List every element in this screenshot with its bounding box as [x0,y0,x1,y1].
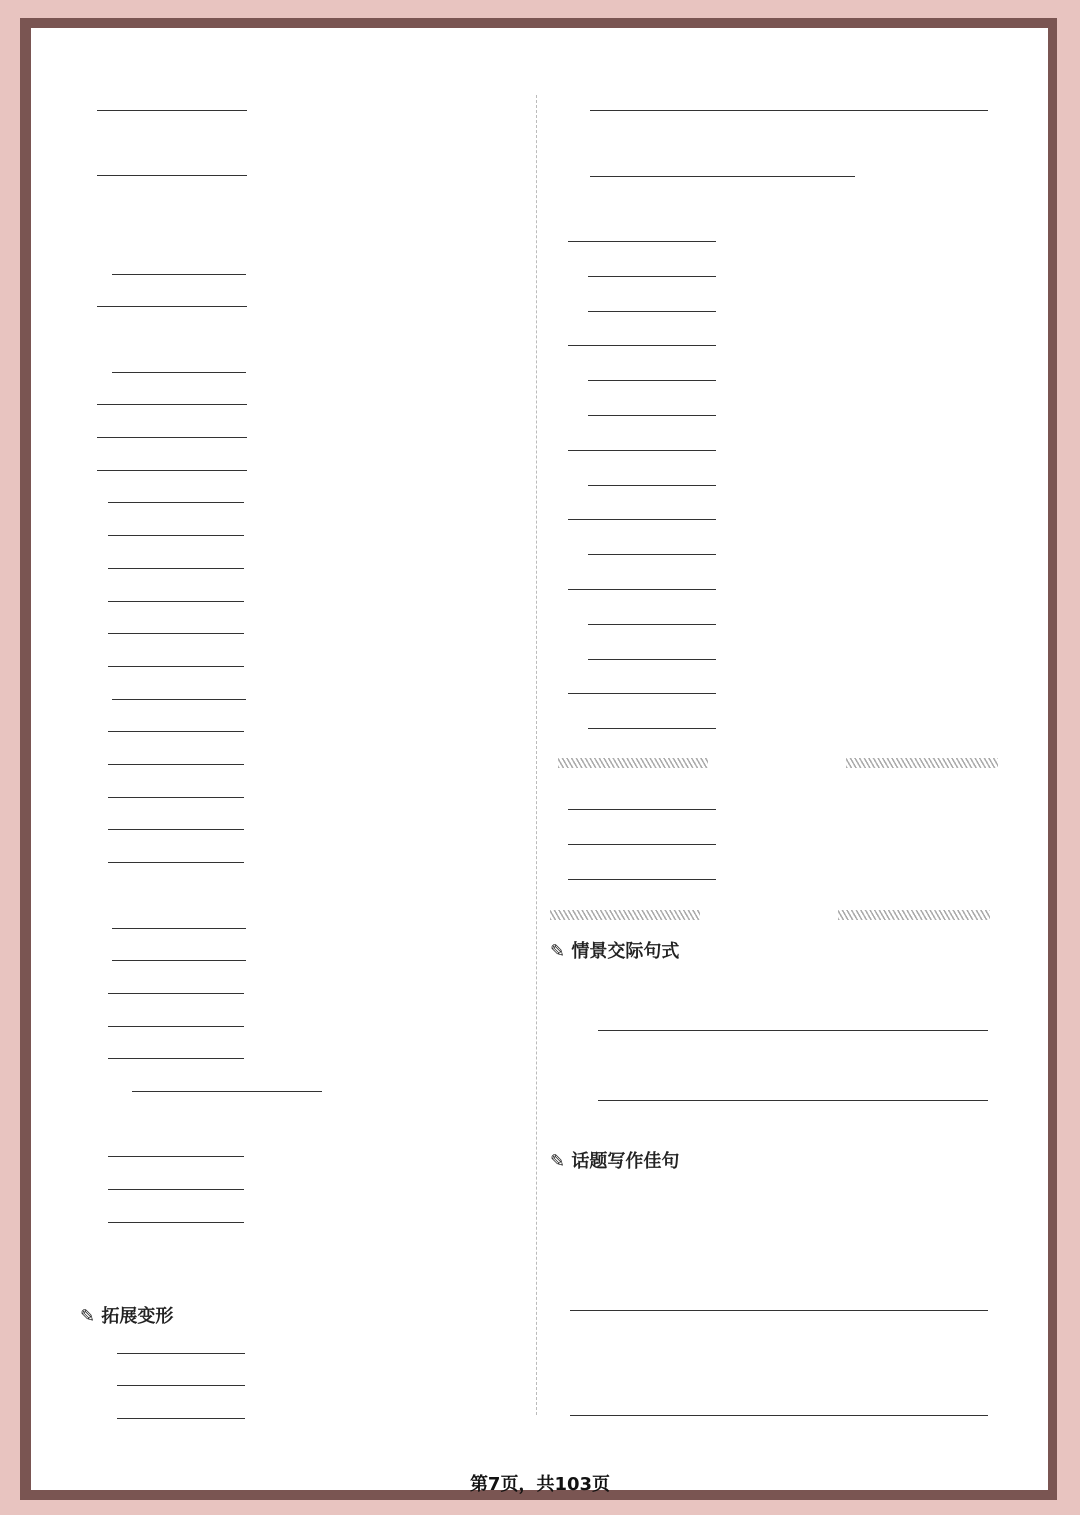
answer-blank [108,1199,244,1223]
answer-blank [568,670,716,694]
answer-blank [588,462,716,486]
answer-blank [108,479,244,503]
subsection-title-text: 话题写作佳句 [571,1150,680,1172]
answer-blank [588,636,716,660]
answer-line [570,1392,988,1416]
answer-blank [108,839,244,863]
answer-blank [97,381,247,405]
subsection-title [550,1147,679,1173]
expand-title [80,1302,173,1328]
column-divider [536,95,537,1415]
answer-blank [568,856,716,880]
hatch-right [846,758,998,768]
answer-blank [588,253,716,277]
answer-line [598,1077,988,1101]
answer-blank [108,643,244,667]
answer-blank [112,937,246,961]
page-footer: 第7页，共103页 [469,1474,611,1495]
answer-blank [112,251,246,275]
pencil-icon: ✎ [80,1305,102,1327]
answer-blank [108,970,244,994]
pencil-icon: ✎ [550,941,572,963]
answer-blank [117,1362,245,1386]
answer-blank [108,1035,244,1059]
hatch-left [550,910,700,920]
answer-blank [97,447,247,471]
answer-blank [117,1395,245,1419]
answer-blank [108,708,244,732]
hatch-left [558,758,708,768]
answer-blank [108,512,244,536]
answer-blank [588,531,716,555]
hatch-right [838,910,990,920]
answer-blank [568,322,716,346]
expand-title-text: 拓展变形 [101,1305,174,1327]
answer-blank [108,545,244,569]
answer-blank [108,806,244,830]
answer-blank [568,218,716,242]
answer-blank [568,427,716,451]
answer-blank [112,905,246,929]
pencil-icon: ✎ [550,1150,572,1172]
answer-blank [108,774,244,798]
answer-line [590,153,855,177]
answer-blank [112,676,246,700]
answer-blank [588,357,716,381]
answer-blank [108,610,244,634]
answer-blank [108,1133,244,1157]
answer-blank [588,392,716,416]
answer-blank [108,578,244,602]
answer-blank [132,1068,322,1092]
answer-blank [97,152,247,176]
answer-blank [108,1166,244,1190]
answer-blank [97,414,247,438]
answer-blank [568,821,716,845]
subsection-title [550,937,679,963]
answer-blank [588,705,716,729]
answer-blank [568,786,716,810]
answer-blank [588,601,716,625]
answer-line [590,87,988,111]
answer-blank [568,566,716,590]
answer-blank [117,1330,245,1354]
answer-blank [108,1003,244,1027]
answer-blank [112,349,246,373]
answer-line [598,1007,988,1031]
answer-blank [568,496,716,520]
subsection-title-text: 情景交际句式 [571,941,680,963]
answer-line [570,1287,988,1311]
answer-blank [97,87,247,111]
answer-blank [588,288,716,312]
answer-blank [97,283,247,307]
answer-blank [108,741,244,765]
